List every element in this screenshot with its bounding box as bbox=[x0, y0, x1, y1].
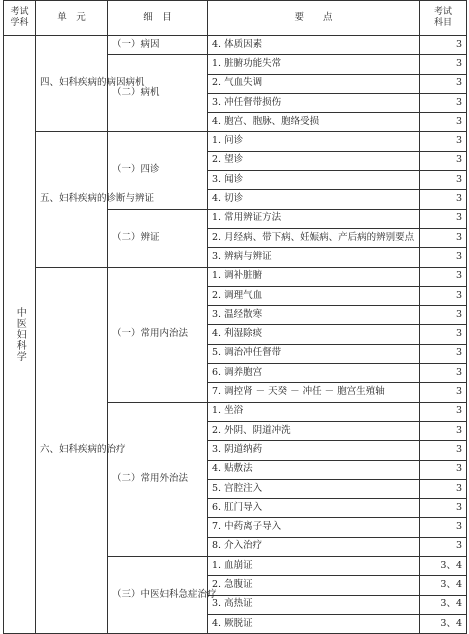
point-cell: 4. 利湿除痰 bbox=[208, 325, 420, 344]
detail-cell: （二）辨证 bbox=[108, 209, 208, 267]
header-row bbox=[4, 1, 467, 36]
header-subject: 考试 学科 bbox=[4, 1, 36, 36]
point-cell: 3. 温经散寒 bbox=[208, 306, 420, 325]
unit-cell: 四、妇科疾病的病因病机 bbox=[36, 36, 108, 132]
point-cell: 2. 望诊 bbox=[208, 151, 420, 170]
requirement-cell: 3 bbox=[420, 36, 467, 55]
requirement-cell: 3 bbox=[420, 74, 467, 93]
point-cell: 2. 调理气血 bbox=[208, 286, 420, 305]
requirement-cell: 3 bbox=[420, 421, 467, 440]
requirement-cell: 3 bbox=[420, 499, 467, 518]
syllabus-table bbox=[3, 0, 467, 634]
point-cell: 2. 气血失调 bbox=[208, 74, 420, 93]
point-cell: 3. 高热证 bbox=[208, 595, 420, 614]
requirement-cell: 3、4 bbox=[420, 595, 467, 614]
point-cell: 2. 急腹证 bbox=[208, 576, 420, 595]
point-cell: 3. 冲任督带损伤 bbox=[208, 93, 420, 112]
detail-cell: （二）常用外治法 bbox=[108, 402, 208, 556]
requirement-cell: 3 bbox=[420, 344, 467, 363]
detail-cell: （二）病机 bbox=[108, 55, 208, 132]
header-point: 要 点 bbox=[208, 1, 420, 36]
requirement-cell: 3 bbox=[420, 441, 467, 460]
point-cell: 1. 常用辨证方法 bbox=[208, 209, 420, 228]
requirement-cell: 3 bbox=[420, 171, 467, 190]
point-cell: 4. 厥脱证 bbox=[208, 614, 420, 633]
detail-cell: （一）常用内治法 bbox=[108, 267, 208, 402]
header-detail: 细 目 bbox=[108, 1, 208, 36]
requirement-cell: 3 bbox=[420, 132, 467, 151]
point-cell: 4. 体质因素 bbox=[208, 36, 420, 55]
unit-cell: 五、妇科疾病的诊断与辨证 bbox=[36, 132, 108, 267]
point-cell: 6. 调养胞宫 bbox=[208, 364, 420, 383]
requirement-cell: 3 bbox=[420, 151, 467, 170]
unit-cell: 六、妇科疾病的治疗 bbox=[36, 267, 108, 634]
syllabus-body bbox=[4, 36, 467, 634]
requirement-cell: 3 bbox=[420, 209, 467, 228]
point-cell: 3. 辨病与辨证 bbox=[208, 248, 420, 267]
point-cell: 4. 切诊 bbox=[208, 190, 420, 209]
requirement-cell: 3、4 bbox=[420, 614, 467, 633]
point-cell: 1. 问诊 bbox=[208, 132, 420, 151]
requirement-cell: 3 bbox=[420, 267, 467, 286]
requirement-cell: 3 bbox=[420, 325, 467, 344]
table-row bbox=[4, 36, 467, 55]
detail-cell: （三）中医妇科急症治疗 bbox=[108, 557, 208, 634]
point-cell: 7. 中药离子导入 bbox=[208, 518, 420, 537]
point-cell: 1. 脏腑功能失常 bbox=[208, 55, 420, 74]
requirement-cell: 3 bbox=[420, 228, 467, 247]
requirement-cell: 3、4 bbox=[420, 576, 467, 595]
point-cell: 1. 血崩证 bbox=[208, 557, 420, 576]
point-cell: 4. 贴敷法 bbox=[208, 460, 420, 479]
requirement-cell: 3 bbox=[420, 479, 467, 498]
requirement-cell: 3 bbox=[420, 55, 467, 74]
requirement-cell: 3 bbox=[420, 518, 467, 537]
point-cell: 2. 外阴、阴道冲洗 bbox=[208, 421, 420, 440]
detail-cell: （一）四诊 bbox=[108, 132, 208, 209]
detail-cell: （一）病因 bbox=[108, 36, 208, 55]
point-cell: 8. 介入治疗 bbox=[208, 537, 420, 556]
table-row bbox=[4, 267, 467, 286]
point-cell: 4. 胞宫、胞脉、胞络受损 bbox=[208, 113, 420, 132]
requirement-cell: 3 bbox=[420, 306, 467, 325]
point-cell: 3. 阴道纳药 bbox=[208, 441, 420, 460]
point-cell: 6. 肛门导入 bbox=[208, 499, 420, 518]
requirement-cell: 3、4 bbox=[420, 557, 467, 576]
point-cell: 1. 坐浴 bbox=[208, 402, 420, 421]
requirement-cell: 3 bbox=[420, 286, 467, 305]
point-cell: 1. 调补脏腑 bbox=[208, 267, 420, 286]
point-cell: 3. 闻诊 bbox=[208, 171, 420, 190]
requirement-cell: 3 bbox=[420, 402, 467, 421]
subject-cell: 中医妇科学 bbox=[4, 36, 36, 634]
requirement-cell: 3 bbox=[420, 537, 467, 556]
header-unit: 单 元 bbox=[36, 1, 108, 36]
table-row bbox=[4, 132, 467, 151]
point-cell: 5. 宫腔注入 bbox=[208, 479, 420, 498]
requirement-cell: 3 bbox=[420, 93, 467, 112]
requirement-cell: 3 bbox=[420, 113, 467, 132]
requirement-cell: 3 bbox=[420, 383, 467, 402]
header-requirement: 考试 科目 bbox=[420, 1, 467, 36]
requirement-cell: 3 bbox=[420, 460, 467, 479]
requirement-cell: 3 bbox=[420, 248, 467, 267]
point-cell: 2. 月经病、带下病、妊娠病、产后病的辨别要点 bbox=[208, 228, 420, 247]
point-cell: 5. 调治冲任督带 bbox=[208, 344, 420, 363]
requirement-cell: 3 bbox=[420, 364, 467, 383]
requirement-cell: 3 bbox=[420, 190, 467, 209]
point-cell: 7. 调控肾 － 天癸 － 冲任 － 胞宫生殖轴 bbox=[208, 383, 420, 402]
